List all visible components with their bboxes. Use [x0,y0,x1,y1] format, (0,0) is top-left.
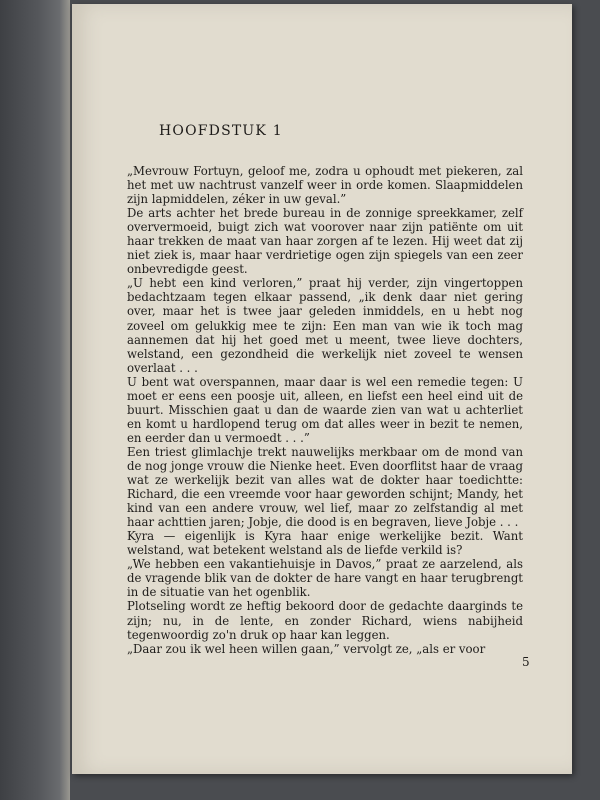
paragraph: Kyra — eigenlijk is Kyra haar enige werkelijke bezit. Want welstand, wat betekent welstand als de liefde verkild is? [127,529,523,558]
paragraph: „Daar zou ik wel heen willen gaan,” vervolgt ze, „als er voor [127,641,486,656]
paragraph: De arts achter het brede bureau in de zonnige spreekkamer, zelf oververmoeid, buigt zich wat voorover naar zijn patiënte om uit haar trekken de maat van haar zorgen af te lezen. Hij weet dat zij niet ziek is, maar haar verdrietige ogen zijn spiegels van een zeer onbevredigde geest. [127,206,523,277]
book-spine [0,0,70,800]
book-page [72,4,572,774]
page-number: 5 [522,655,530,669]
paragraph: „U hebt een kind verloren,” praat hij verder, zijn vingertoppen bedachtzaam tegen elkaar passend, „ik denk daar niet gering over, maar het is twee jaar geleden inmiddels, en u hebt nog zoveel om gelukkig mee te zijn: Een man van wie ik toch mag aannemen dat hij het goed met u meent, twee lieve dochters, welstand, een gezondheid die werkelijk niet zoveel te wensen overlaat . . . [127,276,523,375]
paragraph: „Mevrouw Fortuyn, geloof me, zodra u ophoudt met piekeren, zal het met uw nachtrust vanzelf weer in orde komen. Slaapmiddelen zijn lapmiddelen, zéker in uw geval.” [127,164,523,207]
paragraph: Plotseling wordt ze heftig bekoord door de gedachte daarginds te zijn; nu, in de lente, en zonder Richard, wiens nabijheid tegenwoordig zo'n druk op haar kan leggen. [127,599,523,642]
paragraph: Een triest glimlachje trekt nauwelijks merkbaar om de mond van de nog jonge vrouw die Nienke heet. Even doorflitst haar de vraag wat ze werkelijk bezit van alles wat de dokter haar toedichtte: Richard, die een vreemde voor haar geworden schijnt; Mandy, het kind van een andere vrouw, wel lief, maar zo zelfstandig al met haar achttien jaren; Jobje, die dood is en begraven, lieve Jobje . . . [127,444,523,530]
body-text [127,164,523,656]
chapter-heading: HOOFDSTUK 1 [159,123,283,139]
paragraph: „We hebben een vakantiehuisje in Davos,” praat ze aarzelend, als de vragende blik van de dokter de hare vangt en haar terugbrengt in de situatie van het ogenblik. [127,557,523,600]
paragraph: U bent wat overspannen, maar daar is wel een remedie tegen: U moet er eens een poosje uit, alleen, en liefst een heel eind uit de buurt. Misschien gaat u dan de waarde zien van wat u achterliet en komt u hardlopend terug om dat alles weer in bezit te nemen, en eerder dan u vermoedt . . .” [127,374,523,445]
